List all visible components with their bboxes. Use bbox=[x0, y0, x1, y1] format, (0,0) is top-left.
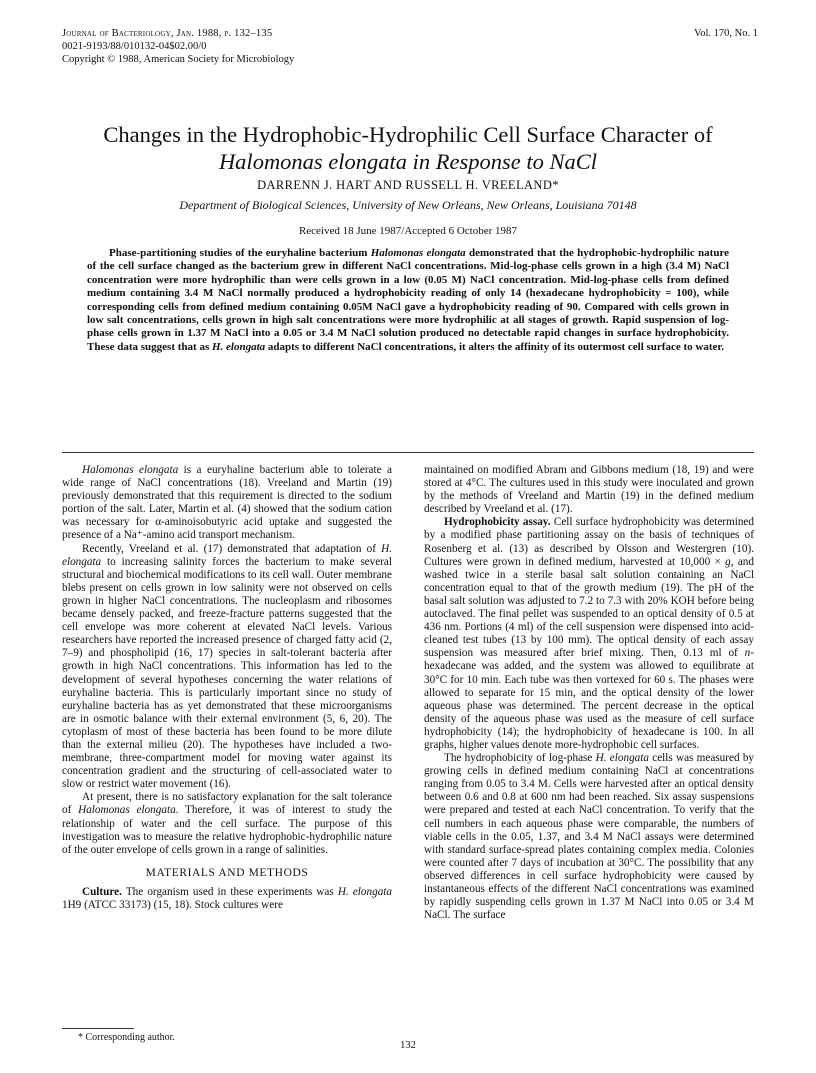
page-number: 132 bbox=[400, 1040, 416, 1051]
species-name: Halomonas elongata bbox=[82, 464, 179, 476]
body-text: At present, there is no satisfactory explanation for the salt tolerance of bbox=[62, 791, 392, 817]
journal-header-left bbox=[62, 27, 462, 66]
left-column bbox=[62, 464, 392, 912]
body-text: The organism used in these experiments was bbox=[121, 885, 338, 898]
abstract-text: Phase-partitioning studies of the euryhaline bacterium bbox=[109, 247, 371, 259]
species-name: H. elongata bbox=[595, 752, 649, 765]
abstract-species: Halomonas elongata bbox=[370, 247, 466, 259]
italic-symbol: g bbox=[725, 555, 731, 568]
paragraph bbox=[62, 791, 392, 856]
body-text: cells was measured by growing cells in defined medium containing NaCl at concentrations ranging from 0.05 to 3.4 M. Cells were harvested after an optical density between 0.6 and 0.8 at 600 nm had been reached. Six assay suspensions were prepared and tested at each NaCl concentration. To verify that the cell numbers in each aqueous phase were comparable, the numbers of viable cells in the 0.05, 1.37, and 3.4 M NaCl assays were determined with standard surface-spread plates containing complex media. Colonies were counted after 7 days of incubation at 30°C. The possibility that any observed differences in cell surface hydrophobicity were caused by instantaneous effects of the different NaCl concentrations was examined by rapidly suspending cells grown in 1.37 M NaCl into 0.05 or 3.4 M NaCl. The surface bbox=[424, 752, 755, 922]
title-line-2: Halomonas elongata in Response to NaCl bbox=[218, 149, 598, 174]
footnote-divider bbox=[62, 1028, 134, 1029]
body-text: The hydrophobicity of log-phase bbox=[444, 752, 596, 765]
body-text: Recently, Vreeland et al. (17) demonstrated that adaptation of bbox=[82, 542, 382, 555]
paragraph bbox=[62, 886, 392, 912]
body-text: . Therefore, it was of interest to study the relationship of water and the cell surface. The purpose of this investigation was to measure the relative hydrophobic-hydrophilic nature of the outer envelope of cells grown in a range of salinities. bbox=[62, 804, 392, 856]
species-name: H. elongata bbox=[62, 542, 392, 568]
abstract bbox=[87, 247, 729, 354]
journal-citation: Journal of Bacteriology, Jan. 1988, p. 132–135 bbox=[62, 28, 273, 39]
right-column bbox=[424, 464, 754, 922]
body-text: Cell surface hydrophobicity was determined by a modified phase partitioning assay on the basis of techniques of Rosenberg et al. (13) as described by Olsson and Westergren (10). Cultures were grown in defined medium, harvested at 10,000 × bbox=[424, 516, 754, 568]
body-text: 1H9 (ATCC 33173) (15, 18). Stock cultures were bbox=[62, 899, 283, 911]
run-in-heading: Hydrophobicity assay. bbox=[444, 516, 551, 529]
paragraph bbox=[62, 464, 392, 543]
journal-code: 0021-9193/88/010132-04$02.00/0 bbox=[62, 41, 207, 52]
species-name: Halomonas elongata bbox=[78, 804, 176, 817]
title-line-1: Changes in the Hydrophobic-Hydrophilic Cell Surface Character of bbox=[103, 122, 713, 147]
footnote: * Corresponding author. bbox=[78, 1032, 175, 1043]
affiliation: Department of Biological Sciences, University of New Orleans, New Orleans, Louisiana 70148 bbox=[179, 198, 637, 212]
italic-symbol: n bbox=[744, 647, 751, 660]
author-list: DARRENN J. HART AND RUSSELL H. VREELAND* bbox=[257, 178, 559, 192]
abstract-text: adapts to different NaCl concentrations, it alters the affinity of its outermost cell surface to water. bbox=[265, 340, 725, 353]
body-text: -hexadecane was added, and the system was allowed to equilibrate at 30°C for 10 min. Each tube was then vortexed for 60 s. The phases were allowed to separate for 15 min, and the optical density of the lower aqueous phase was determined. The percent decrease in the optical density of the aqueous phase was used as the measure of cell surface hydrophobicity (14); the hydrophobicity of hexadecane is 100. In all graphs, higher values denote more-hydrophobic cell surfaces. bbox=[424, 647, 754, 751]
section-heading: MATERIALS AND METHODS bbox=[145, 866, 309, 879]
received-date: Received 18 June 1987/Accepted 6 October 1987 bbox=[298, 225, 518, 237]
run-in-heading: Culture. bbox=[82, 885, 122, 898]
paragraph bbox=[62, 543, 392, 792]
species-name: H. elongata bbox=[337, 885, 392, 898]
abstract-species: H. elongata bbox=[211, 340, 266, 353]
body-text: to increasing salinity forces the bacterium to make several structural and biochemical modifications to its cell wall. Outer membrane blebs present on cells grown in low salinity were not observed on cells grown in higher NaCl concentrations. The nucleoplasm and ribosomes became densely packed, and freeze-fracture patterns suggested that the cell envelope was more coherent at elevated NaCl levels. Various researchers have reported the increased presence of charged fatty acid (2, 7–9) and phospholipid (16, 17) species in salt-tolerant bacteria after growth in high NaCl concentrations. This information has led to the development of several hypotheses concerning the water relations of euryhaline bacteria. This is particularly important since no study of euryhaline bacteria has as yet demonstrated that these microorganisms are in osmotic balance with their external environment (5, 6, 20). The cytoplasm of most of these bacteria has been found to be more dilute than the external milieu (20). The hypotheses have included a two-membrane, three-compartment model for moving water against its concentration gradient and the structuring of cell-associated water to slow or restrict water movement (16). bbox=[62, 555, 392, 791]
paragraph bbox=[424, 752, 754, 922]
article-title bbox=[40, 121, 776, 175]
paragraph bbox=[424, 516, 754, 752]
abstract-text: demonstrated that the hydrophobic-hydrophilic nature of the cell surface changed as the bacterium grew in different NaCl concentrations. Mid-log-phase cells grown in a high (3.4 M) NaCl concentration were more hydrophilic than were cells grown in a low (0.05 M) NaCl concentration. Mid-log-phase cells from defined medium containing 3.4 M NaCl normally produced a hydrophobicity reading of only 14 (hexadecane hydrophobicity = 100), while corresponding cells from defined medium containing 0.05M NaCl gave a hydrophobicity reading of 90. Compared with cells grown in low salt concentrations, cells grown in high salt concentrations were more hydrophilic at all stages of growth. Rapid suspension of log-phase cells grown in 1.37 M NaCl into a 0.05 or 3.4 M NaCl solution produced no detectable rapid changes in surface hydrophobicity. These data suggest that as bbox=[87, 247, 730, 353]
volume-label: Vol. 170, No. 1 bbox=[694, 28, 758, 39]
body-text: is a euryhaline bacterium able to tolerate a wide range of NaCl concentrations (18). Vreeland and Martin (19) previously demonstrated that this requirement is directed to the sodium portion of the salt. Later, Martin et al. (4) showed that the sodium cation was necessary for α-aminoisobutyric acid uptake and suggested the presence of a Na⁺-amino acid transport mechanism. bbox=[62, 464, 392, 542]
paragraph: maintained on modified Abram and Gibbons medium (18, 19) and were stored at 4°C. The cultures used in this study were inoculated and grown by the methods of Vreeland and Martin (19) in the defined medium described by Vreeland et al. (17). bbox=[424, 464, 754, 516]
body-text: , and washed twice in a sterile basal salt solution containing an NaCl concentration equal to that of the growth medium (19). The pH of the basal salt solution was adjusted to 7.2 to 7.3 with 20% KOH before being autoclaved. The final pellet was suspended to an optical density of 0.5 at 436 nm. Portions (4 ml) of the cell suspension were dispensed into acid-cleaned test tubes (13 by 100 mm). The optical density of each assay suspension was measured after brief mixing. Then, 0.13 ml of bbox=[424, 555, 754, 660]
abstract-divider bbox=[62, 452, 754, 453]
copyright-line: Copyright © 1988, American Society for Microbiology bbox=[62, 54, 295, 65]
